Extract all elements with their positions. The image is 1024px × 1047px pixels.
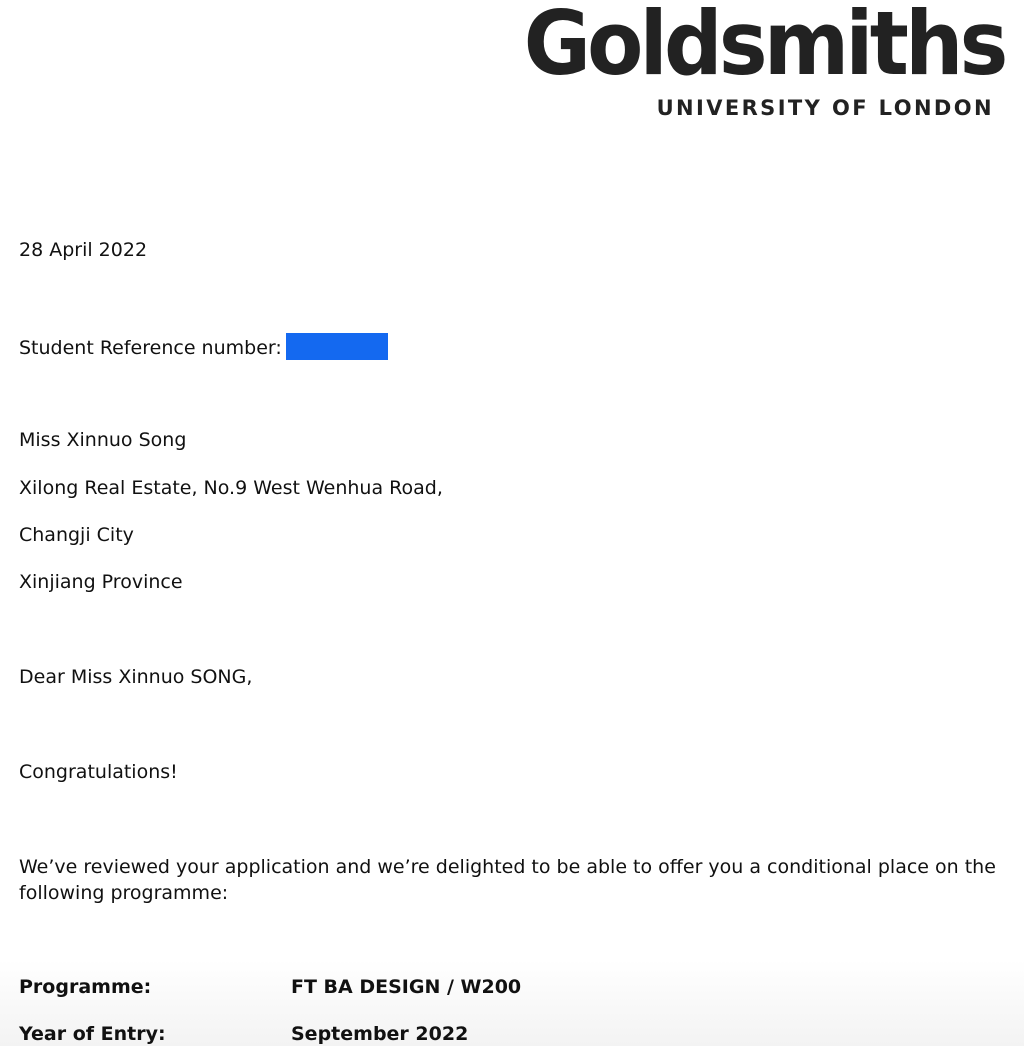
programme-label: Programme: <box>19 976 152 998</box>
address-city: Changji City <box>19 524 134 546</box>
reference-redaction <box>286 333 388 360</box>
year-of-entry-label: Year of Entry: <box>19 1023 166 1045</box>
congratulations: Congratulations! <box>19 761 178 783</box>
address-province: Xinjiang Province <box>19 571 183 593</box>
offer-paragraph: We’ve reviewed your application and we’re delighted to be able to offer you a conditional place on the following programme: <box>19 856 996 904</box>
programme-value: FT BA DESIGN / W200 <box>291 976 522 998</box>
logo-subtitle: UNIVERSITY OF LONDON <box>656 96 994 120</box>
address-name: Miss Xinnuo Song <box>19 429 187 451</box>
logo-wordmark: Goldsmiths <box>523 0 1005 95</box>
address-line1: Xilong Real Estate, No.9 West Wenhua Road, <box>19 477 443 499</box>
letter-date: 28 April 2022 <box>19 239 148 261</box>
student-reference <box>19 333 388 361</box>
year-of-entry-value: September 2022 <box>291 1023 469 1045</box>
goldsmiths-logo <box>488 0 1005 120</box>
reference-label: Student Reference number: <box>19 337 282 359</box>
salutation: Dear Miss Xinnuo SONG, <box>19 666 253 688</box>
